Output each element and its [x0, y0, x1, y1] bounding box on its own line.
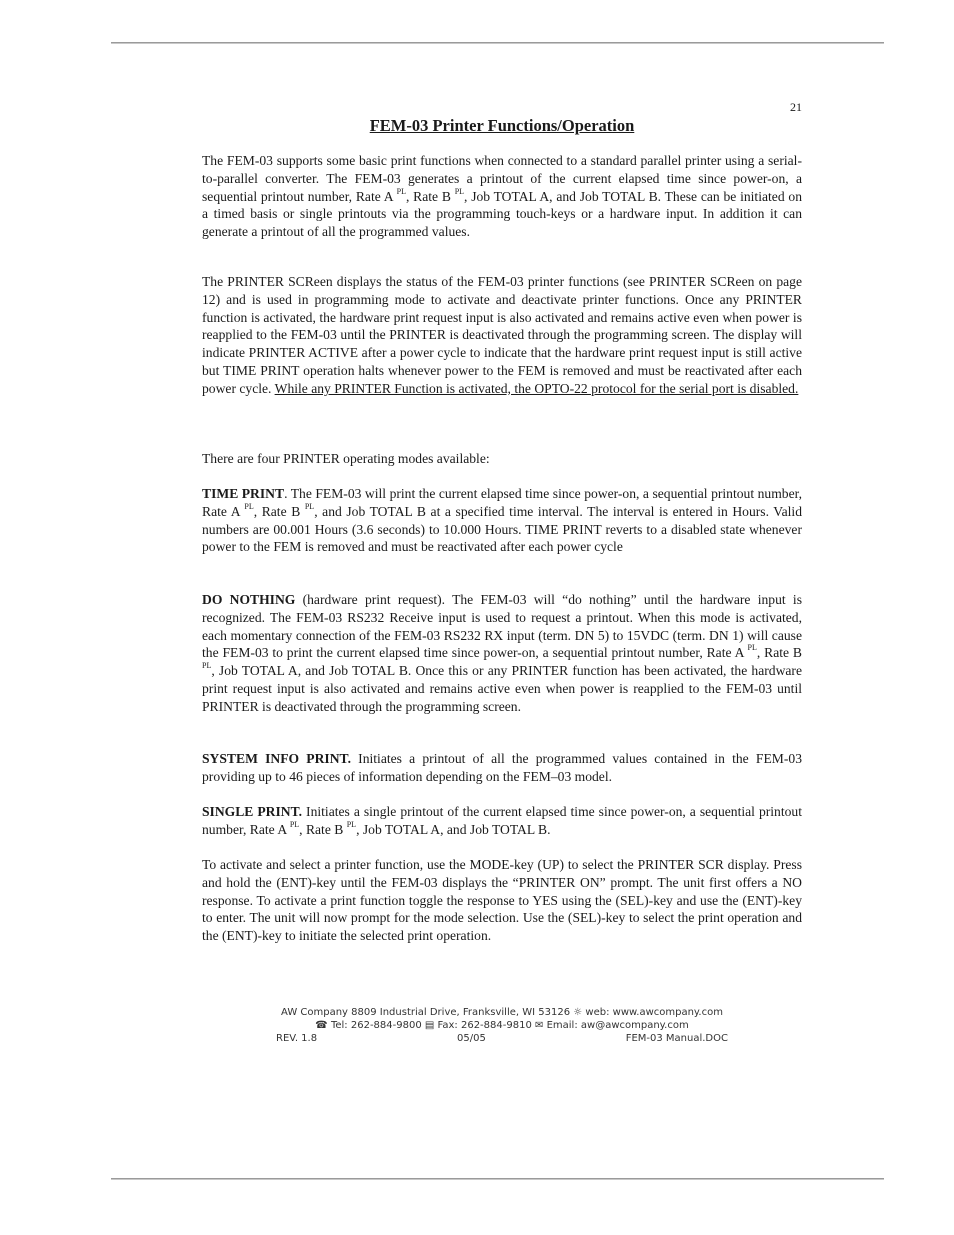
fax-icon: ▤	[424, 1020, 435, 1031]
globe-icon: ☼	[573, 1007, 583, 1018]
footer-fax: 262-884-9810	[460, 1020, 532, 1031]
page-number: 21	[790, 100, 802, 114]
system-info-print-heading: SYSTEM INFO PRINT.	[202, 751, 351, 766]
bottom-rule	[111, 1178, 884, 1180]
time-print-heading: TIME PRINT	[202, 486, 285, 501]
footer-company: AW Company 8809 Industrial Drive, Franksville, WI 53126	[281, 1007, 571, 1018]
paragraph-activation: To activate and select a printer function, use the MODE-key (UP) to select the PRINTER SCR display. Press and hold the (ENT)-key until the FEM-03 displays the “PRINTER ON” prompt. The unit first offers a NO response. To activate a print function toggle the response to YES using the (SEL)-key and use the (ENT)-key to enter. The unit will now prompt for the mode selection. Use the (SEL)-key to select the print operation and the (ENT)-key to initiate the selected print operation.	[202, 857, 802, 944]
footer-date: 05/05	[456, 1033, 486, 1044]
opto22-note: While any PRINTER Function is activated, the OPTO-22 protocol for the serial port is disabled.	[274, 380, 799, 396]
top-rule	[111, 42, 884, 44]
paragraph-printer-screen: The PRINTER SCReen displays the status of the FEM-03 printer functions (see PRINTER SCReen on page 12) and is used in programming mode to activate and deactivate printer functions. Once any PRINTER function is activated, the hardware print request input is also activated and remains active even when power is reapplied to the FEM-03 until the PRINTER is deactivated through the programming screen. The display will indicate PRINTER ACTIVE after a power cycle to indicate that the hardware print request input is still active but TIME PRINT operation halts whenever power to the FEM is removed and must be reactivated after each power cycle. While any PRINTER Function is activated, the OPTO-22 protocol for the serial port is disabled.	[202, 274, 802, 396]
paragraph-do-nothing: DO NOTHING (hardware print request). The FEM-03 will “do nothing” until the hardware input is recognized. The FEM-03 RS232 Receive input is used to request a printout. When this mode is activated, each momentary connection of the FEM-03 RS232 RX input (term. DN 5) to 15VDC (term. DN 1) will cause the FEM-03 to print the current elapsed time since power-on, a sequential printout number, Rate A $^{PL}$, Rate B $^{PL}$, Job TOTAL A, and Job TOTAL B. Once this or any PRINTER function has been activated, the hardware print request input is also activated and remains active even when power is reapplied to the FEM-03 until PRINTER is deactivated through the programming screen.	[202, 592, 802, 714]
paragraph-time-print: TIME PRINT. The FEM-03 will print the current elapsed time since power-on, a sequential printout number, Rate A $^{PL}$, Rate B $^{PL}$, and Job TOTAL B at a specified time interval. The interval is entered in Hours. Valid numbers are 00.001 Hours (3.6 seconds) to 10.000 Hours. TIME PRINT reverts to a disabled state whenever power to the FEM is removed and must be reactivated after each power cycle	[202, 486, 803, 555]
paragraph-intro: The FEM-03 supports some basic print functions when connected to a standard parallel printer using a serial-to-parallel converter. The FEM-03 generates a printout of the current elapsed time since power-on, a sequential printout number, Rate A $^{PL}$, Rate B $^{PL}$, Job TOTAL A, and Job TOTAL B. These can be initiated on a timed basis or single printouts via the programming touch-keys or a hardware input. In addition it can generate a printout of all the programmed values.	[202, 153, 802, 240]
footer-doc-name: FEM-03 Manual.DOC	[625, 1033, 728, 1044]
phone-icon: ☎	[315, 1020, 328, 1031]
footer-web: www.awcompany.com	[612, 1007, 723, 1018]
paragraph-system-info-print: SYSTEM INFO PRINT. Initiates a printout of all the programmed values contained in the FEM-03 providing up to 46 pieces of information depending on the FEM–03 model.	[202, 751, 802, 784]
footer-email: aw@awcompany.com	[580, 1020, 689, 1031]
footer-revision: REV. 1.8	[276, 1033, 318, 1044]
page-title: FEM-03 Printer Functions/Operation	[369, 116, 635, 135]
email-icon: ✉	[535, 1020, 544, 1031]
footer-tel: 262-884-9800	[350, 1020, 422, 1031]
single-print-heading: SINGLE PRINT.	[202, 804, 303, 819]
paragraph-modes-intro: There are four PRINTER operating modes available:	[202, 451, 490, 466]
footer: AW Company 8809 Industrial Drive, Franksville, WI 53126 ☼ web: www.awcompany.com ☎ Tel: 262-884-9800 ▤ Fax: 262-884-9810 ✉ Email: aw@awcompany.com REV. 1.8 05/05 FEM-03 Manual.DOC	[276, 1007, 728, 1044]
paragraph-single-print: SINGLE PRINT. Initiates a single printout of the current elapsed time since power-on, a sequential printout number, Rate A $^{PL}$, Rate B $^{PL}$, Job TOTAL A, and Job TOTAL B.	[202, 804, 802, 837]
do-nothing-heading: DO NOTHING	[202, 592, 296, 607]
